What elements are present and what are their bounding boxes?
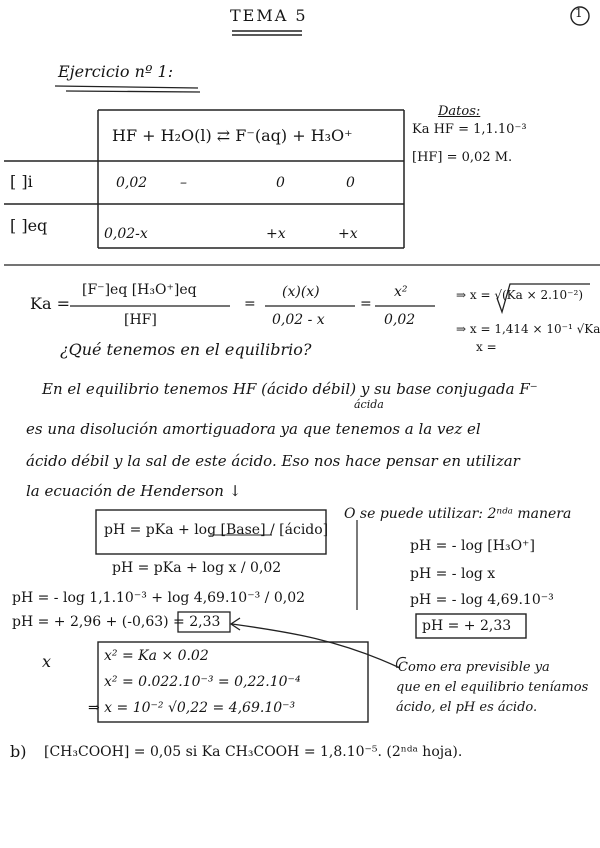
- cell-initial-h2o: –: [180, 175, 187, 191]
- henderson-formula: pH = pKa + log [Base] / [ácido]: [104, 522, 329, 538]
- equilibrium-question: ¿Qué tenemos en el equilibrio?: [60, 340, 312, 359]
- ka-frac2-denominator: 0,02 - x: [272, 312, 325, 328]
- ka-frac2-numerator: (x)(x): [282, 284, 320, 300]
- cell-initial-hf: 0,02: [116, 175, 148, 191]
- alternative-line-3: pH = - log 4,69.10⁻³: [410, 592, 554, 608]
- part-b-label: b): [10, 742, 27, 761]
- part-b-text: [CH₃COOH] = 0,05 si Ka CH₃COOH = 1,8.10⁻⁵. (2ⁿᵈᵃ hoja).: [44, 744, 463, 760]
- cell-initial-h3o: 0: [346, 175, 355, 191]
- ka-numerator: [F⁻]eq [H₃O⁺]eq: [82, 282, 197, 298]
- cell-eq-hf: 0,02-x: [104, 226, 148, 242]
- page-title: TEMA 5: [230, 6, 308, 25]
- x-calc-line-3: ⇒ x = 10⁻² √0,22 = 4,69.10⁻³: [88, 700, 296, 716]
- ka-denominator: [HF]: [124, 312, 157, 328]
- note-line-1: Como era previsible ya: [398, 660, 550, 675]
- ka-result-1: ⇒ x = √(Ka × 2.10⁻²): [456, 288, 583, 302]
- x-calc-line-2: x² = 0.022.10⁻³ = 0,22.10⁻⁴: [104, 674, 301, 690]
- alternative-intro: O se puede utilizar: 2ⁿᵈᵃ manera: [344, 506, 572, 522]
- ka-frac3-denominator: 0,02: [384, 312, 416, 328]
- ka-lhs: Ka =: [30, 294, 70, 313]
- alternative-line-1: pH = - log [H₃O⁺]: [410, 538, 535, 554]
- note-line-2: que en el equilibrio teníamos: [396, 680, 589, 695]
- row-eq-label: [ ]eq: [10, 216, 48, 235]
- ka-frac3-numerator: x²: [394, 284, 408, 300]
- cell-eq-f: +x: [266, 226, 286, 242]
- paragraph-line-4: la ecuación de Henderson ↓: [26, 482, 242, 500]
- reaction-equation: HF + H₂O(l) ⇄ F⁻(aq) + H₃O⁺: [112, 126, 353, 145]
- henderson-step-2: pH = - log 1,1.10⁻³ + log 4,69.10⁻³ / 0,02: [12, 590, 306, 606]
- ka-result-2: ⇒ x = 1,414 × 10⁻¹ √Ka: [456, 322, 600, 336]
- paragraph-line-3: ácido débil y la sal de este ácido. Eso nos hace pensar en utilizar: [26, 452, 520, 470]
- row-initial-label: [ ]i: [10, 172, 33, 191]
- ka-equals-2: =: [360, 296, 372, 312]
- henderson-step-1: pH = pKa + log x / 0,02: [112, 560, 282, 576]
- paragraph-insert: ácida: [354, 398, 384, 411]
- datos-ka: Ka HF = 1,1.10⁻³: [412, 122, 527, 137]
- x-calc-line-1: x² = Ka × 0.02: [104, 648, 209, 664]
- datos-hf: [HF] = 0,02 M.: [412, 150, 513, 165]
- ka-equals-1: =: [244, 296, 256, 312]
- exercise-label: Ejercicio nº 1:: [58, 62, 174, 81]
- paragraph-line-2: es una disolución amortiguadora ya que tenemos a la vez el: [26, 420, 481, 438]
- alternative-result: pH = + 2,33: [422, 618, 512, 634]
- ka-result-3: x =: [476, 340, 497, 354]
- note-line-3: ácido, el pH es ácido.: [396, 700, 538, 715]
- datos-title: Datos:: [438, 104, 481, 119]
- cell-eq-h3o: +x: [338, 226, 358, 242]
- x-calc-mark: x: [42, 652, 52, 671]
- paragraph-line-1: En el equilibrio tenemos HF (ácido débil) y su base conjugada F⁻: [42, 380, 538, 398]
- alternative-line-2: pH = - log x: [410, 566, 496, 582]
- page-number: 1: [575, 6, 583, 20]
- henderson-step-3: pH = + 2,96 + (-0,63) = 2,33: [12, 614, 221, 630]
- cell-initial-f: 0: [276, 175, 285, 191]
